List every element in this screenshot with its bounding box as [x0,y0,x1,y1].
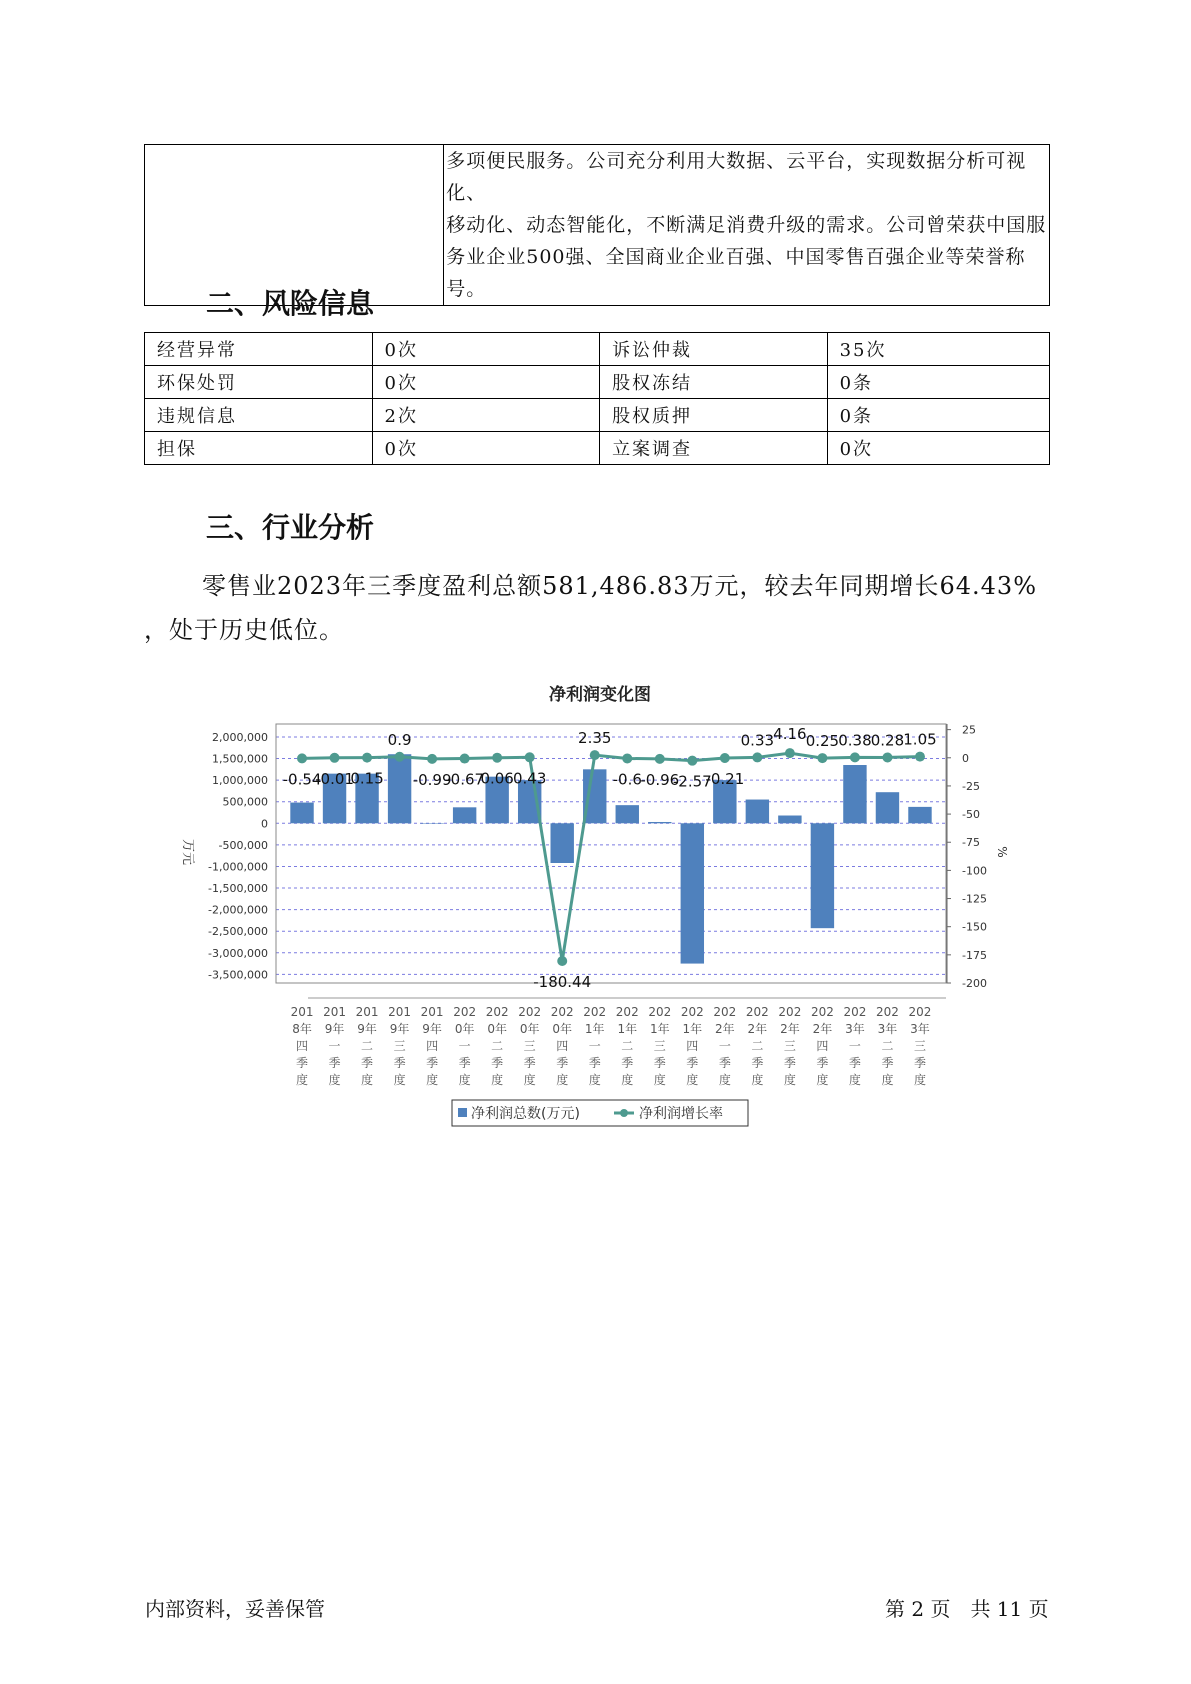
risk-item-value: 0条 [827,399,1049,432]
x-tick-label: 度 [848,1073,861,1087]
x-tick-label: 度 [523,1073,536,1087]
x-tick-label: 1年 [617,1022,638,1036]
risk-item-value: 0次 [827,432,1049,465]
x-tick-label: 0年 [519,1022,540,1036]
x-tick-label: 四 [426,1039,439,1053]
x-tick-label: 度 [881,1073,894,1087]
x-tick-label: 一 [328,1039,341,1053]
x-tick-label: 季 [523,1056,536,1070]
footer-page-number: 第 2 页 共 11 页 [885,1597,1049,1621]
y-tick-label: 500,000 [222,795,268,809]
growth-rate-label-2: 0.15 [350,769,384,788]
x-tick-label: 三 [393,1039,406,1053]
risk-item-label: 立案调查 [600,432,828,465]
growth-rate-point-13 [720,753,730,763]
bar-3 [388,754,411,823]
y2-tick-label: -150 [962,920,987,934]
growth-rate-point-19 [915,752,925,762]
bar-15 [778,816,801,824]
growth-rate-point-1 [330,753,340,763]
bar-17 [843,765,866,823]
x-tick-label: 度 [588,1073,601,1087]
x-tick-label: 202 [876,1005,899,1019]
x-tick-label: 季 [913,1056,926,1070]
x-tick-label: 季 [556,1056,569,1070]
x-tick-label: 202 [550,1005,574,1019]
x-tick-label: 202 [583,1005,607,1019]
growth-rate-point-6 [492,753,502,763]
x-tick-label: 201 [355,1005,379,1019]
x-tick-label: 季 [783,1056,796,1070]
bar-5 [453,807,476,823]
x-tick-label: 二 [751,1039,764,1053]
x-tick-label: 2年 [747,1022,768,1036]
x-tick-label: 3年 [910,1022,930,1036]
y-tick-label: 1,500,000 [212,752,268,766]
y2-tick-label: -200 [962,977,987,990]
risk-item-label: 违规信息 [145,399,373,432]
growth-rate-label-0: -0.54 [282,770,322,789]
bar-11 [648,822,671,823]
x-tick-label: 201 [420,1005,444,1019]
x-tick-label: 季 [816,1056,829,1070]
x-tick-label: 四 [816,1039,829,1053]
x-tick-label: 1年 [682,1022,703,1036]
industry-paragraph-line1: 零售业2023年三季度盈利总额581,486.83万元，较去年同期增长64.43% [202,572,1038,600]
risk-item-value: 2次 [372,399,600,432]
bar-14 [746,800,769,824]
growth-rate-label-15: 4.16 [773,725,807,744]
x-tick-label: 202 [778,1005,802,1019]
growth-rate-point-4 [427,754,437,764]
y-tick-label: -2,500,000 [208,925,268,939]
y-tick-label: -2,000,000 [208,903,268,917]
x-tick-label: 202 [908,1005,932,1019]
x-tick-label: 202 [680,1005,704,1019]
bar-12 [681,823,704,963]
x-tick-label: 202 [713,1005,737,1019]
x-tick-label: 季 [718,1056,731,1070]
x-tick-label: 度 [361,1073,374,1087]
x-tick-label: 季 [653,1056,666,1070]
growth-rate-label-14: 0.33 [740,731,775,750]
x-tick-label: 9年 [357,1022,377,1036]
x-tick-label: 3年 [877,1022,898,1036]
growth-rate-label-13: -0.21 [705,770,745,789]
y-tick-label: -1,000,000 [208,860,268,874]
y2-tick-label: -125 [962,892,987,906]
x-tick-label: 201 [290,1005,314,1019]
x-tick-label: 二 [491,1039,504,1053]
y2-tick-label: -50 [962,808,980,822]
legend-line-label: 净利润增长率 [639,1106,723,1122]
growth-rate-label-10: -0.6 [612,770,642,789]
x-tick-label: 度 [751,1073,764,1087]
growth-rate-label-6: 0.06 [480,769,514,788]
y-tick-label: 0 [261,817,268,831]
section-heading-risk: 二、风险信息 [206,287,375,320]
x-tick-label: 202 [810,1005,834,1019]
growth-rate-point-17 [850,752,860,762]
x-tick-label: 202 [615,1005,639,1019]
growth-rate-label-16: 0.25 [805,732,840,751]
x-tick-label: 二 [621,1039,634,1053]
x-tick-label: 四 [296,1039,309,1053]
x-tick-label: 202 [453,1005,477,1019]
x-tick-label: 季 [621,1056,634,1070]
growth-rate-point-2 [362,753,372,763]
x-tick-label: 季 [588,1056,601,1070]
x-tick-label: 2年 [715,1022,735,1036]
x-tick-label: 一 [588,1039,601,1053]
growth-rate-label-7: 0.43 [512,769,547,788]
description-line: 多项便民服务。公司充分利用大数据、云平台，实现数据分析可视化、 [446,150,1027,204]
x-tick-label: 2年 [780,1022,800,1036]
x-tick-label: 202 [843,1005,867,1019]
growth-rate-point-3 [395,752,405,762]
x-tick-label: 度 [783,1073,796,1087]
x-tick-label: 度 [458,1073,471,1087]
x-tick-label: 202 [518,1005,542,1019]
plot-frame [276,724,946,983]
x-tick-label: 三 [523,1039,536,1053]
growth-rate-label-19: 1.05 [903,730,937,749]
x-tick-label: 0年 [487,1022,507,1036]
risk-item-value: 0次 [372,366,600,399]
growth-rate-label-9: 2.35 [578,729,612,748]
x-tick-label: 四 [686,1039,699,1053]
growth-rate-point-9 [590,750,600,760]
growth-rate-label-8: -180.44 [533,972,592,991]
x-tick-label: 一 [848,1039,861,1053]
footer-left: 内部资料，妥善保管 [145,1597,325,1621]
x-tick-label: 9年 [389,1022,410,1036]
y-tick-label: -1,500,000 [208,882,268,896]
description-line: 务业企业500强、全国商业企业百强、中国零售百强企业等荣誉称号。 [446,246,1026,300]
x-tick-label: 0年 [454,1022,475,1036]
risk-item-label: 诉讼仲裁 [600,333,828,366]
x-tick-label: 度 [718,1073,731,1087]
y2-tick-label: -175 [962,948,987,962]
x-tick-label: 度 [913,1073,926,1087]
x-tick-label: 2年 [812,1022,833,1036]
risk-item-value: 0次 [372,432,600,465]
growth-rate-point-14 [752,752,762,762]
bar-19 [908,807,931,823]
y-tick-label: 2,000,000 [212,730,268,744]
growth-rate-point-16 [817,753,827,763]
y-tick-label: -3,000,000 [208,946,268,960]
bar-8 [551,823,574,863]
growth-rate-point-7 [525,752,535,762]
risk-item-label: 股权冻结 [600,366,828,399]
growth-rate-point-8 [557,956,567,966]
y-tick-label: 1,000,000 [212,774,268,788]
risk-item-label: 经营异常 [145,333,373,366]
risk-item-label: 环保处罚 [145,366,373,399]
x-tick-label: 三 [783,1039,796,1053]
growth-rate-point-12 [687,756,697,766]
x-tick-label: 度 [816,1073,829,1087]
x-tick-label: 202 [648,1005,672,1019]
growth-rate-label-17: 0.38 [838,731,872,750]
x-tick-label: 季 [426,1056,439,1070]
x-tick-label: 二 [881,1039,894,1053]
x-tick-label: 3年 [845,1022,865,1036]
x-tick-label: 季 [491,1056,504,1070]
x-tick-label: 202 [485,1005,509,1019]
y2-tick-label: -75 [962,836,980,850]
x-tick-label: 202 [745,1005,769,1019]
x-tick-label: 度 [426,1073,439,1087]
x-tick-label: 季 [848,1056,861,1070]
risk-item-value: 35次 [827,333,1049,366]
x-tick-label: 度 [491,1073,504,1087]
y2-tick-label: -100 [962,864,987,878]
x-tick-label: 1年 [584,1022,605,1036]
x-tick-label: 度 [653,1073,666,1087]
growth-rate-label-18: 0.28 [870,731,905,750]
x-tick-label: 季 [458,1056,471,1070]
bar-16 [811,823,834,928]
x-tick-label: 季 [881,1056,894,1070]
y2-tick-label: 25 [962,723,976,737]
x-tick-label: 季 [296,1056,309,1070]
y2-tick-label: -25 [962,779,980,793]
growth-rate-label-4: -0.99 [412,770,452,789]
y-tick-label: -3,500,000 [208,968,268,982]
x-tick-label: 三 [913,1039,926,1053]
bar-0 [290,803,313,824]
growth-rate-point-15 [785,748,795,758]
growth-rate-label-3: 0.9 [387,730,412,749]
y2-tick-label: 0 [962,751,969,765]
growth-rate-point-11 [655,754,665,764]
x-tick-label: 1年 [649,1022,670,1036]
x-tick-label: 一 [458,1039,471,1053]
growth-rate-label-11: -0.96 [640,770,680,789]
x-tick-label: 季 [361,1056,374,1070]
growth-rate-point-5 [460,754,470,764]
x-tick-label: 季 [393,1056,406,1070]
x-tick-label: 度 [621,1073,634,1087]
y-axis-label: 万元 [180,838,195,866]
x-tick-label: 二 [361,1039,374,1053]
growth-rate-label-12: -2.57 [672,772,712,791]
x-tick-label: 201 [323,1005,346,1019]
legend-line-marker [620,1109,628,1117]
x-tick-label: 9年 [422,1022,442,1036]
chart-title: 净利润变化图 [549,685,651,705]
legend-bar-swatch [458,1108,467,1117]
bar-10 [616,805,639,823]
risk-item-label: 股权质押 [600,399,828,432]
growth-rate-point-0 [297,753,307,763]
x-tick-label: 三 [653,1039,666,1053]
x-tick-label: 8年 [292,1022,312,1036]
growth-rate-point-10 [622,753,632,763]
x-tick-label: 9年 [324,1022,345,1036]
bar-18 [876,792,899,823]
y-tick-label: -500,000 [218,838,268,852]
x-tick-label: 度 [328,1073,341,1087]
x-tick-label: 度 [393,1073,406,1087]
x-tick-label: 度 [556,1073,569,1087]
growth-rate-point-18 [882,752,892,762]
risk-item-value: 0条 [827,366,1049,399]
risk-item-label: 担保 [145,432,373,465]
x-tick-label: 201 [388,1005,412,1019]
section-heading-industry: 三、行业分析 [206,511,375,544]
x-tick-label: 0年 [552,1022,573,1036]
y2-axis-label: % [995,846,1009,858]
x-tick-label: 季 [328,1056,341,1070]
x-tick-label: 一 [718,1039,731,1053]
bar-4 [420,823,443,824]
x-tick-label: 度 [686,1073,699,1087]
industry-paragraph-line2: ，处于历史低位。 [144,616,344,644]
x-tick-label: 季 [686,1056,699,1070]
legend-bar-label: 净利润总数(万元) [471,1106,580,1122]
growth-rate-label-1: -0.01 [315,769,354,788]
description-line: 移动化、动态智能化，不断满足消费升级的需求。公司曾荣获中国服 [446,214,1047,236]
risk-item-value: 0次 [372,333,600,366]
x-tick-label: 度 [296,1073,309,1087]
x-tick-label: 四 [556,1039,569,1053]
growth-rate-label-5: -0.67 [445,770,485,789]
x-tick-label: 季 [751,1056,764,1070]
